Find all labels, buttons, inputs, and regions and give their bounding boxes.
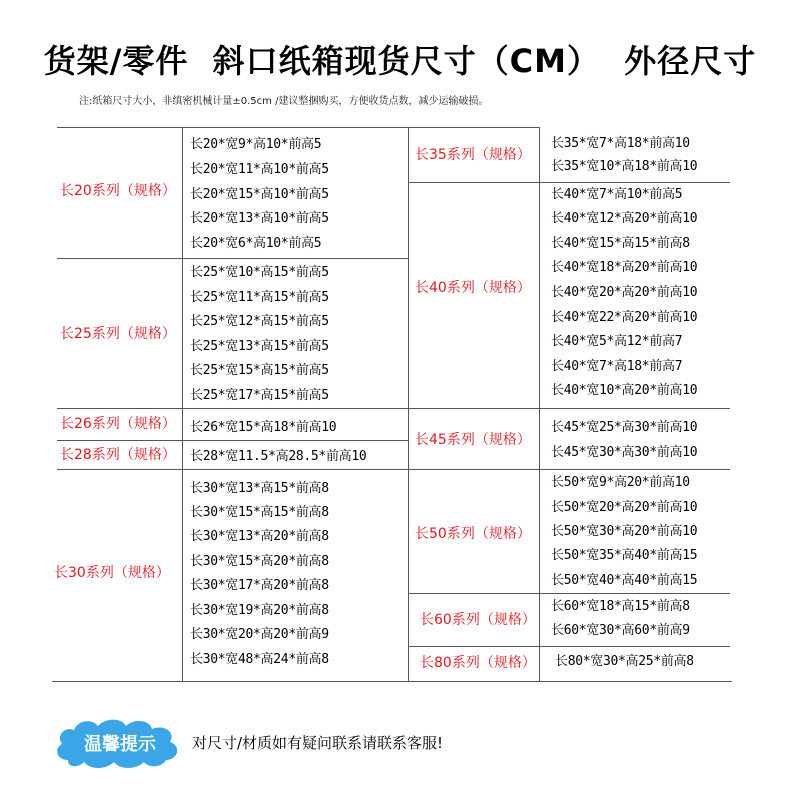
tip-text: 对尺寸/材质如有疑问联系请联系客服! bbox=[192, 734, 444, 752]
spec-item: 长25*宽15*高15*前高5 bbox=[190, 363, 329, 378]
spec-item: 长40*宽22*高20*前高10 bbox=[551, 310, 698, 325]
right-col-divider bbox=[539, 127, 540, 681]
left-col-divider bbox=[182, 127, 183, 681]
series-label-30: 长30系列（规格） bbox=[54, 565, 170, 581]
spec-item: 长40*宽5*高12*前高7 bbox=[551, 334, 683, 349]
spec-item: 长25*宽13*高15*前高5 bbox=[190, 339, 329, 354]
spec-item: 长25*宽12*高15*前高5 bbox=[190, 314, 329, 329]
mid-col-divider bbox=[408, 127, 409, 681]
spec-item: 长50*宽40*高40*前高15 bbox=[551, 573, 698, 588]
spec-item: 长30*宽48*高24*前高8 bbox=[190, 652, 329, 667]
series-label-25: 长25系列（规格） bbox=[60, 326, 176, 342]
spec-item: 长30*宽20*高20*前高9 bbox=[190, 627, 329, 642]
spec-item: 长30*宽15*高20*前高8 bbox=[190, 554, 329, 569]
spec-item: 长45*宽30*高30*前高10 bbox=[551, 445, 698, 460]
spec-item: 长40*宽7*高10*前高5 bbox=[551, 187, 683, 202]
tip-badge-label: 温馨提示 bbox=[84, 734, 156, 755]
spec-item: 长30*宽13*高20*前高8 bbox=[190, 529, 329, 544]
spec-item: 长30*宽13*高15*前高8 bbox=[190, 481, 329, 496]
spec-item: 长40*宽15*高15*前高8 bbox=[551, 236, 690, 251]
spec-item: 长25*宽11*高15*前高5 bbox=[190, 290, 329, 305]
series-label-80: 长80系列（规格） bbox=[420, 655, 536, 671]
spec-item: 长50*宽9*高20*前高10 bbox=[551, 475, 690, 490]
spec-item: 长20*宽13*高10*前高5 bbox=[190, 211, 329, 226]
row-divider bbox=[408, 593, 730, 594]
series-label-28: 长28系列（规格） bbox=[60, 447, 176, 463]
spec-item: 长25*宽17*高15*前高5 bbox=[190, 388, 329, 403]
cloud-badge bbox=[50, 714, 190, 770]
series-label-26: 长26系列（规格） bbox=[60, 416, 176, 432]
spec-item: 长26*宽15*高18*前高10 bbox=[190, 420, 337, 435]
spec-item: 长28*宽11.5*高28.5*前高10 bbox=[190, 449, 367, 464]
spec-item: 长35*宽10*高18*前高10 bbox=[551, 159, 698, 174]
page-title: 货架/零件 斜口纸箱现货尺寸（CM） 外径尺寸 bbox=[43, 42, 757, 80]
spec-item: 长50*宽30*高20*前高10 bbox=[551, 524, 698, 539]
row-divider bbox=[408, 182, 730, 183]
spec-item: 长40*宽10*高20*前高10 bbox=[551, 383, 698, 398]
spec-item: 长35*宽7*高18*前高10 bbox=[551, 136, 690, 151]
spec-item: 长40*宽12*高20*前高10 bbox=[551, 211, 698, 226]
spec-item: 长20*宽15*高10*前高5 bbox=[190, 187, 329, 202]
row-divider bbox=[408, 646, 730, 647]
series-label-45: 长45系列（规格） bbox=[415, 432, 531, 448]
table-top-border bbox=[57, 127, 539, 128]
spec-item: 长45*宽25*高30*前高10 bbox=[551, 420, 698, 435]
series-label-35: 长35系列（规格） bbox=[415, 147, 531, 163]
series-label-60: 长60系列（规格） bbox=[420, 612, 536, 628]
spec-item: 长40*宽7*高18*前高7 bbox=[551, 359, 683, 374]
row-divider bbox=[57, 440, 408, 441]
spec-item: 长60*宽30*高60*前高9 bbox=[551, 623, 690, 638]
row-divider bbox=[408, 469, 730, 470]
spec-item: 长40*宽18*高20*前高10 bbox=[551, 260, 698, 275]
series-label-40: 长40系列（规格） bbox=[415, 280, 531, 296]
spec-item: 长25*宽10*高15*前高5 bbox=[190, 265, 329, 280]
spec-item: 长50*宽35*高40*前高15 bbox=[551, 548, 698, 563]
spec-item: 长20*宽6*高10*前高5 bbox=[190, 236, 322, 251]
spec-item: 长50*宽20*高20*前高10 bbox=[551, 500, 698, 515]
spec-item: 长20*宽11*高10*前高5 bbox=[190, 162, 329, 177]
table-bottom-border bbox=[52, 681, 732, 682]
row-divider bbox=[57, 408, 408, 409]
spec-item: 长30*宽19*高20*前高8 bbox=[190, 603, 329, 618]
spec-item: 长40*宽20*高20*前高10 bbox=[551, 285, 698, 300]
series-label-20: 长20系列（规格） bbox=[60, 183, 176, 199]
spec-item: 长30*宽15*高15*前高8 bbox=[190, 505, 329, 520]
row-divider bbox=[57, 258, 408, 259]
spec-item: 长80*宽30*高25*前高8 bbox=[555, 654, 694, 669]
spec-item: 长20*宽9*高10*前高5 bbox=[190, 137, 322, 152]
size-note: 注:纸箱尺寸大小，非缜密机械计量±0.5cm /建议整捆购买，方便收货点数，减少运输破损。 bbox=[79, 96, 489, 107]
spec-item: 长60*宽18*高15*前高8 bbox=[551, 599, 690, 614]
row-divider bbox=[408, 408, 730, 409]
spec-item: 长30*宽17*高20*前高8 bbox=[190, 578, 329, 593]
row-divider bbox=[57, 469, 408, 470]
series-label-50: 长50系列（规格） bbox=[415, 526, 531, 542]
